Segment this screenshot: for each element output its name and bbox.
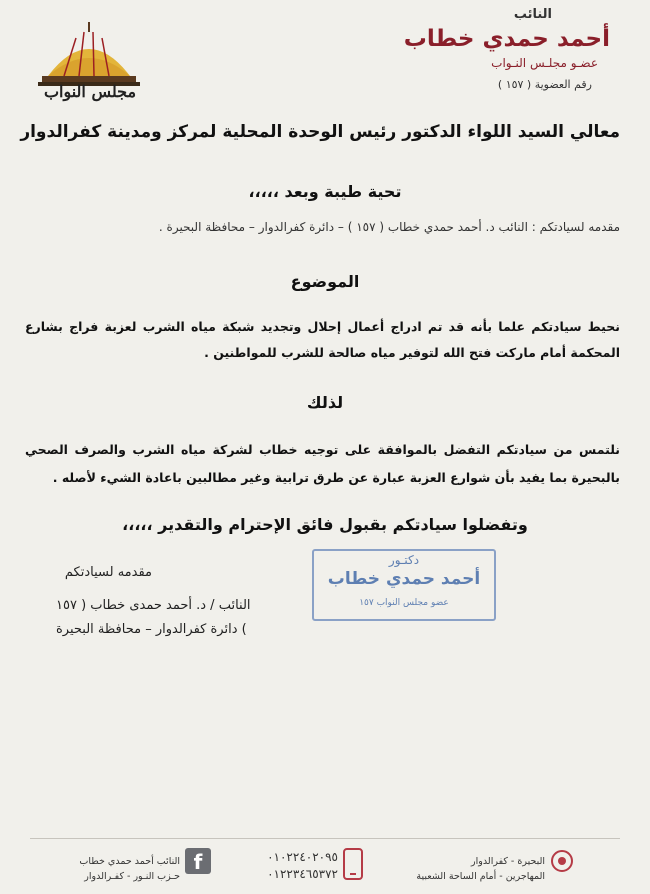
footer-facebook-line-1: النائب أحمد حمدي خطاب	[79, 856, 180, 867]
footer-facebook-line-2: حـزب النـور - كفـرالدوار	[84, 871, 180, 882]
therefore-heading: لذلك	[306, 393, 344, 412]
header-title: النائب	[513, 7, 552, 22]
parliament-dome-logo	[34, 20, 144, 120]
closing-line: وتفضلوا سيادتكم بقبول فائق الإحترام والتقدير ،،،،،	[122, 515, 528, 534]
phone-icon	[343, 848, 363, 880]
paragraph-2: نلتمس من سيادتكم التفضل بالموافقة على توجيه خطاب لشركة مياه الشرب والصرف الصحي بالبحيرة بما يفيد بأن شوارع العزبة عبارة عن طرق ترابية وغير مطالبين باعادة الشيء لأصله .	[25, 442, 620, 485]
logo-text: مجلس النواب	[43, 82, 137, 101]
paragraph-1: نحيط سيادتكم علما بأنه قد تم ادراج أعمال إحلال وتجديد شبكة مياه الشرب لعزبة فراج بشارع المحكمة أمام ماركت فتح الله لتوفير مياه صالحة للشرب للمواطنين .	[25, 319, 620, 360]
signature-line-1: النائب / د. أحمد حمدى خطاب ( ١٥٧	[56, 598, 251, 613]
greeting: تحية طيبة وبعد ،،،،،	[248, 182, 402, 201]
signature-line-2: ) دائرة كفرالدوار – محافظة البحيرة	[56, 622, 247, 637]
header-role: عضـو مجلـس النـواب	[491, 56, 598, 70]
location-pin-icon	[551, 850, 573, 872]
footer-phone-1: ٠١٠٢٢٤٠٢٠٩٥	[267, 850, 338, 864]
header-membership: رقم العضوية ( ١٥٧ )	[497, 78, 592, 91]
intro-line: مقدمه لسيادتكم : النائب د. أحمد حمدي خطاب ( ١٥٧ ) – دائرة كفرالدوار – محافظة البحيرة .	[158, 220, 620, 234]
footer-divider	[30, 838, 620, 839]
facebook-icon: f	[185, 848, 211, 874]
header-name: أحمد حمدي خطاب	[403, 26, 610, 52]
stamp-name: أحمد حمدي خطاب	[327, 569, 481, 589]
footer-phone-2: ٠١٢٢٣٤٦٥٣٧٢	[267, 867, 338, 881]
footer-address-line-2: المهاجرين - أمام الساحة الشعبية	[416, 871, 545, 882]
stamp-doctor: دكتـور	[388, 553, 420, 567]
footer-address-line-1: البحيرة - كفرالدوار	[471, 856, 545, 867]
signature-presented: مقدمه لسيادتكم	[64, 565, 152, 580]
addressee: معالي السيد اللواء الدكتور رئيس الوحدة المحلية لمركز ومدينة كفرالدوار	[20, 122, 620, 142]
subject-heading: الموضوع	[290, 272, 360, 291]
stamp-role: عضو مجلس النواب ١٥٧	[359, 598, 449, 608]
official-stamp	[312, 549, 496, 621]
